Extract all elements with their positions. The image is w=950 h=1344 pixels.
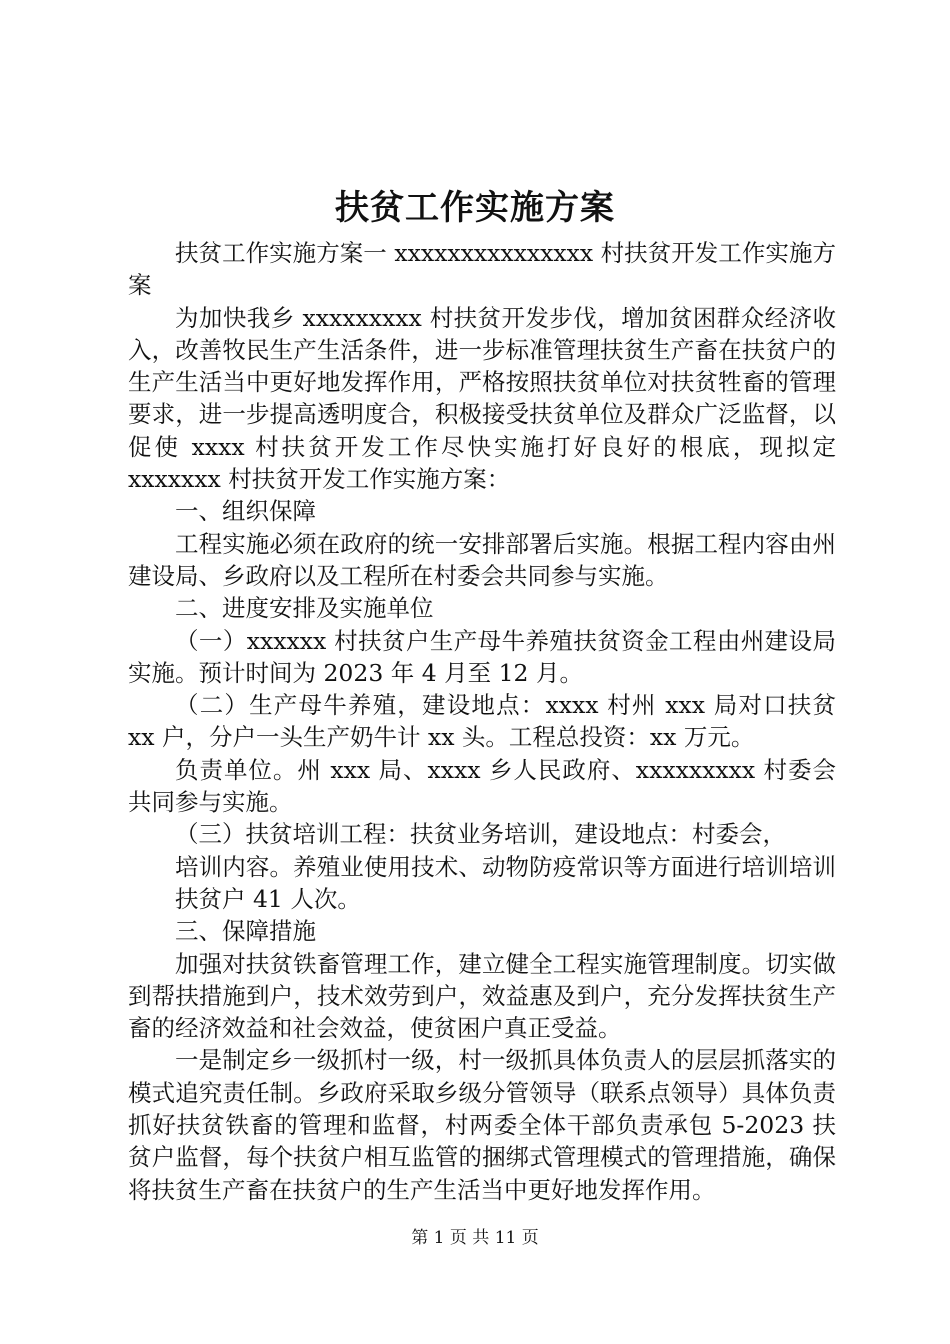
paragraph-schedule-1: （一）xxxxxx 村扶贫户生产母牛养殖扶贫资金工程由州建设局实施。预计时间为 2023 年 4 月至 12 月。 (128, 626, 836, 687)
paragraph-training-content: 培训内容。养殖业使用技术、动物防疫常识等方面进行培训培训扶贫户 41 人次。 (175, 852, 836, 913)
paragraph-responsibility-system: 一是制定乡一级抓村一级，村一级抓具体负责人的层层抓落实的模式追究责任制。乡政府采取乡级分管领导（联系点领导）具体负责抓好扶贫铁畜的管理和监督，村两委全体干部负责承包 5-2023 扶贫户监督，每个扶贫户相互监管的捆绑式管理模式的管理措施，确保将扶贫生产畜在扶贫户的生产生活当中更好地发挥作用。 (128, 1046, 836, 1204)
document-body (128, 237, 836, 1206)
paragraph-organization: 工程实施必须在政府的统一安排部署后实施。根据工程内容由州建设局、乡政府以及工程所在村委会共同参与实施。 (128, 529, 836, 590)
paragraph-training-project: （三）扶贫培训工程：扶贫业务培训，建设地点：村委会， (175, 820, 786, 849)
paragraph-measures: 加强对扶贫铁畜管理工作，建立健全工程实施管理制度。切实做到帮扶措施到户，技术效劳到户，效益惠及到户，充分发挥扶贫生产畜的经济效益和社会效益，使贫困户真正受益。 (128, 949, 836, 1043)
section-heading-organization: 一、组织保障 (175, 497, 316, 526)
paragraph-responsible-units: 负责单位。州 xxx 局、xxxx 乡人民政府、xxxxxxxxx 村委会共同参与实施。 (128, 755, 836, 817)
section-heading-schedule: 二、进度安排及实施单位 (175, 594, 434, 623)
page-footer: 第 1 页 共 11 页 (411, 1228, 539, 1248)
section-heading-measures: 三、保障措施 (175, 917, 316, 946)
paragraph-schedule-2: （二）生产母牛养殖，建设地点：xxxx 村州 xxx 局对口扶贫 xx 户，分户一头生产奶牛计 xx 头。工程总投资：xx 万元。 (128, 691, 836, 752)
paragraph-purpose: 为加快我乡 xxxxxxxxx 村扶贫开发步伐，增加贫困群众经济收入，改善牧民生产生活条件，进一步标准管理扶贫生产畜在扶贫户的生产生活当中更好地发挥作用，严格按照扶贫单位对扶贫牲畜的管理要求，进一步提高透明度合，积极接受扶贫单位及群众广泛监督，以促使 xxxx 村扶贫开发工作尽快实施打好良好的根底，现拟定 xxxxxxx 村扶贫开发工作实施方案： (128, 303, 836, 494)
document-title: 扶贫工作实施方案 (335, 188, 615, 228)
paragraph-heading-intro: 扶贫工作实施方案一 xxxxxxxxxxxxxxx 村扶贫开发工作实施方案 (128, 239, 836, 300)
